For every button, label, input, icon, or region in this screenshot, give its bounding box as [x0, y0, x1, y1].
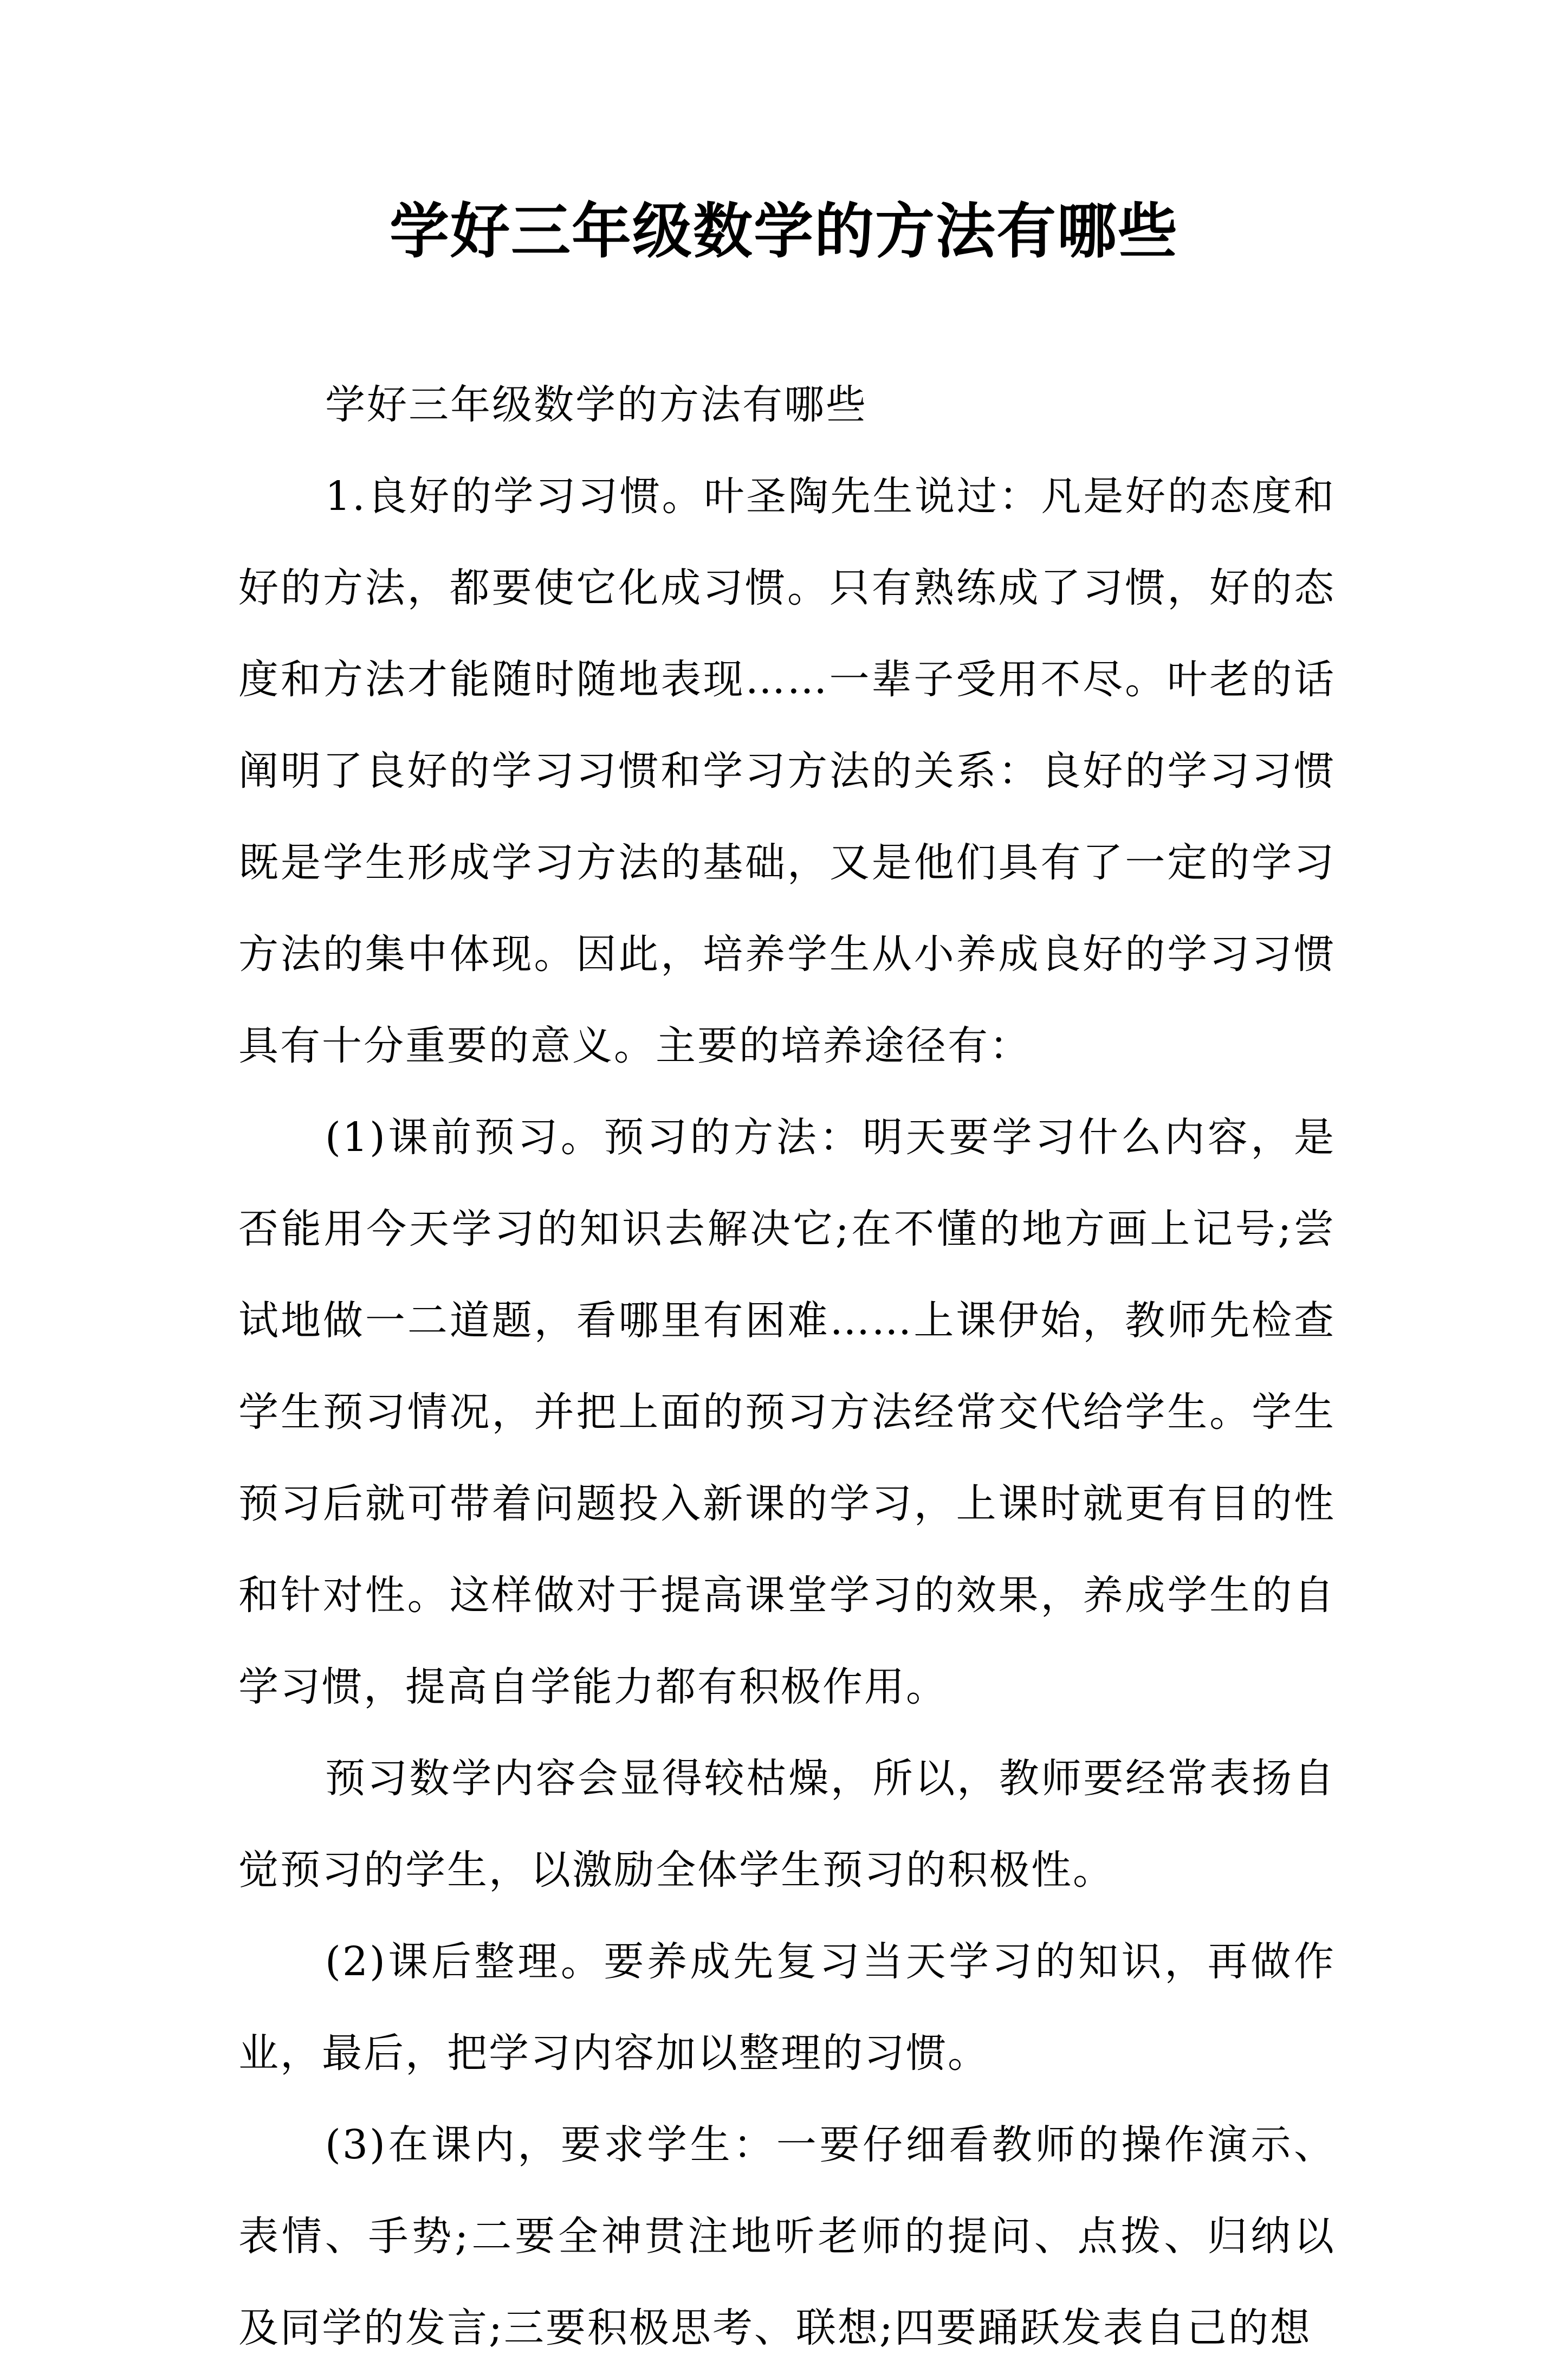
preview-paragraph: (1)课前预习。预习的方法：明天要学习什么内容，是否能用今天学习的知识去解决它;在不懂的地方画上记号;尝试地做一二道题，看哪里有困难……上课伊始，教师先检查学生预习情况，并把上面的预习方法经常交代给学生。学生预习后就可带着问题投入新课的学习，上课时就更有目的性和针对性。这样做对于提高课堂学习的效果，养成学生的自学习惯，提高自学能力都有积极作用。 [238, 1114, 1336, 1710]
document-title: 学好三年级数学的方法有哪些 [390, 196, 1178, 266]
habit-paragraph: 1.良好的学习习惯。叶圣陶先生说过：凡是好的态度和好的方法，都要使它化成习惯。只有熟练成了习惯，好的态度和方法才能随时随地表现……一辈子受用不尽。叶老的话阐明了良好的学习习惯和学习方法的关系：良好的学习习惯既是学生形成学习方法的基础，又是他们具有了一定的学习方法的集中体现。因此，培养学生从小养成良好的学习习惯具有十分重要的意义。主要的培养途径有： [238, 473, 1336, 1069]
document-body [238, 359, 1336, 2374]
classroom-paragraph: (3)在课内，要求学生：一要仔细看教师的操作演示、表情、手势;二要全神贯注地听老师的提问、点拨、归纳以及同学的发言;三要积极思考、联想;四要踊跃发表自己的想 [238, 2121, 1336, 2351]
praise-paragraph: 预习数学内容会显得较枯燥，所以，教师要经常表扬自觉预习的学生，以激励全体学生预习的积极性。 [238, 1755, 1336, 1893]
review-paragraph: (2)课后整理。要养成先复习当天学习的知识，再做作业，最后，把学习内容加以整理的习惯。 [238, 1938, 1336, 2077]
intro-paragraph: 学好三年级数学的方法有哪些 [325, 381, 867, 428]
